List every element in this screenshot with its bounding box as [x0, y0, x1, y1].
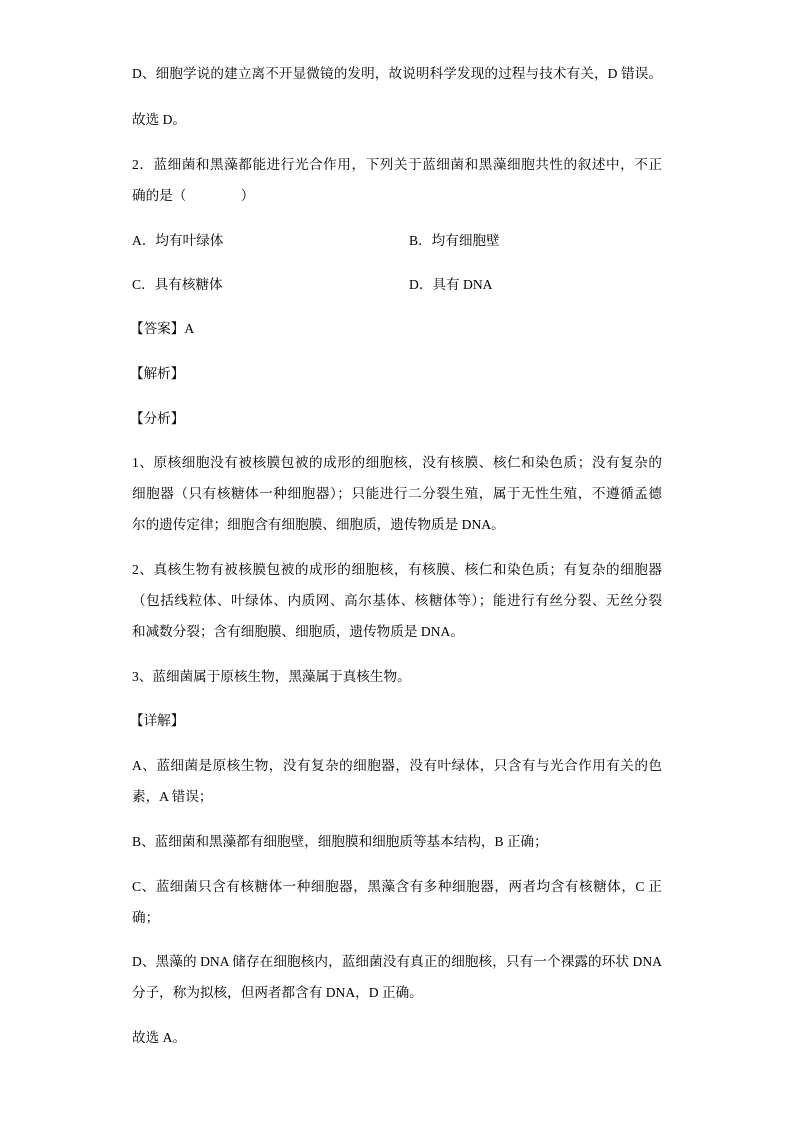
analysis-point-2-line: （包括线粒体、叶绿体、内质网、高尔基体、核糖体等）；能进行有丝分裂、无丝分裂	[132, 593, 662, 608]
detail-item-d-line: 分子，称为拟核，但两者都含有 DNA，D 正确。	[132, 985, 423, 1000]
previous-item-conclusion: 故选 D。	[132, 112, 186, 127]
option-d: D．具有 DNA	[409, 277, 493, 292]
question-stem-line: 2．蓝细菌和黑藻都能进行光合作用，下列关于蓝细菌和黑藻细胞共性的叙述中，不正	[132, 157, 662, 172]
detail-item-c-line: C、蓝细菌只含有核糖体一种细胞器，黑藻含有多种细胞器，两者均含有核糖体，C 正	[132, 879, 662, 894]
detail-item-d-line: D、黑藻的 DNA 储存在细胞核内，蓝细菌没有真正的细胞核，只有一个裸露的环状 DNA	[132, 954, 662, 969]
detail-item-a-line: 素，A 错误；	[132, 789, 213, 804]
analysis-point-1-line: 细胞器（只有核糖体一种细胞器）；只能进行二分裂生殖，属于无性生殖，不遵循孟德	[132, 486, 662, 501]
question-stem-line: 确的是（ ）	[132, 188, 255, 203]
option-a: A．均有叶绿体	[132, 233, 224, 248]
option-c: C．具有核糖体	[132, 277, 223, 292]
analysis-point-2-line: 2、真核生物有被核膜包被的成形的细胞核，有核膜、核仁和染色质；有复杂的细胞器	[132, 562, 662, 577]
analysis-point-2-line: 和减数分裂；含有细胞膜、细胞质，遗传物质是 DNA。	[132, 624, 464, 639]
detail-item-a-line: A、蓝细菌是原核生物，没有复杂的细胞器，没有叶绿体，只含有与光合作用有关的色	[132, 758, 662, 773]
analysis-point-3-line: 3、蓝细菌属于原核生物，黑藻属于真核生物。	[132, 669, 411, 684]
analysis-point-1-line: 尔的遗传定律；细胞含有细胞膜、细胞质，遗传物质是 DNA。	[132, 517, 505, 532]
explanation-heading: 【解析】	[130, 366, 185, 381]
detail-item-c-line: 确；	[132, 910, 160, 925]
answer-line: 【答案】A	[130, 321, 195, 336]
previous-item-option-d-explanation: D、细胞学说的建立离不开显微镜的发明，故说明科学发现的过程与技术有关，D 错误。	[132, 66, 662, 81]
final-conclusion: 故选 A。	[132, 1030, 186, 1045]
option-b: B．均有细胞壁	[409, 233, 500, 248]
analysis-point-1-line: 1、原核细胞没有被核膜包被的成形的细胞核，没有核膜、核仁和染色质；没有复杂的	[132, 455, 662, 470]
detail-item-b-line: B、蓝细菌和黑藻都有细胞壁，细胞膜和细胞质等基本结构，B 正确；	[132, 834, 548, 849]
analysis-heading: 【分析】	[130, 411, 185, 426]
detail-heading: 【详解】	[130, 713, 185, 728]
